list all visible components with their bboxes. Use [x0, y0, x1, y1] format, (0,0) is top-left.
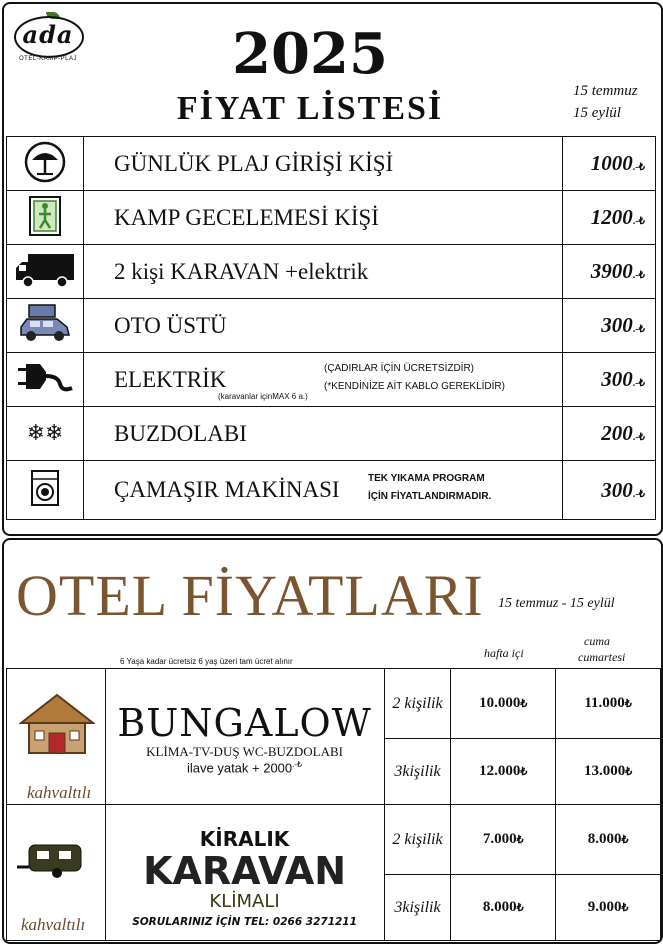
weekday-price [451, 805, 556, 875]
karavan-kahvalti: kahvaltılı [21, 915, 86, 934]
row-label [84, 461, 563, 520]
weekend-price [556, 739, 661, 805]
currency: .-₺ [632, 216, 645, 227]
weekend-price [556, 805, 661, 875]
weekday-price [451, 875, 556, 941]
currency: ₺ [625, 766, 633, 778]
price-value: 9.000 [587, 899, 622, 915]
table-row [7, 805, 661, 875]
car-roof-tent-icon [7, 299, 84, 353]
bungalow-name: BUNGALOW [117, 700, 372, 745]
elektrik-note-1: (ÇADIRLAR İÇİN ÜCRETSİZDİR) [324, 363, 475, 374]
row-label: KAMP GECELEMESİ KİŞİ [84, 191, 563, 245]
price-value: 200 [601, 421, 633, 445]
weekend-price [556, 669, 661, 739]
weekend-header-2: cumartesi [578, 650, 626, 664]
camasir-note-2: İÇİN FİYATLANDIRMADIR. [368, 491, 492, 502]
price-value: 8.000 [587, 831, 622, 847]
contact-line: SORULARINIZ İÇİN TEL: 0266 3271211 [132, 916, 357, 928]
karavan-line-1: KİRALIK [199, 827, 290, 851]
camasir-note-1: TEK YIKAMA PROGRAM [368, 473, 485, 484]
price-value: 1000 [590, 151, 633, 175]
currency: .-₺ [632, 488, 645, 500]
row-label: GÜNLÜK PLAJ GİRİŞİ KİŞİ [84, 137, 563, 191]
row-price [563, 353, 656, 407]
currency: .-₺ [632, 432, 645, 443]
bungalow-info [105, 669, 384, 805]
hotel-price-table [6, 668, 661, 941]
table-row [7, 407, 656, 461]
karavan-line-3: KLİMALI [209, 891, 280, 912]
year-heading: 2025 [232, 21, 388, 87]
currency: ₺ [621, 902, 629, 914]
row-price [563, 245, 656, 299]
persons: 3kişilik [384, 739, 451, 805]
elektrik-small-note: (karavanlar içinMAX 6 a.) [218, 392, 308, 401]
row-label: BUZDOLABI [84, 407, 563, 461]
price-value: 7.000 [482, 831, 517, 847]
price-value: 10.000 [479, 695, 521, 711]
persons: 2 kişilik [384, 669, 451, 739]
snowflake-icon: ❄❄ [7, 407, 84, 461]
row-price [563, 191, 656, 245]
currency: .-₺ [632, 324, 645, 335]
currency: .-₺ [632, 270, 645, 281]
weekend-price [556, 875, 661, 941]
season-start: 15 temmuz [573, 83, 638, 99]
price-value: 13.000 [583, 763, 626, 779]
table-row [7, 461, 656, 520]
price-value: 300 [601, 477, 633, 502]
price-value: 3900 [590, 259, 633, 283]
row-price [563, 137, 656, 191]
price-value: 12.000 [479, 763, 521, 779]
row-price [563, 299, 656, 353]
season-end: 15 eylül [573, 105, 621, 121]
season-dates [573, 80, 653, 124]
table-row [7, 137, 656, 191]
logo-subtitle: OTEL-KAMP-PLAJ [18, 56, 77, 62]
table-row [7, 191, 656, 245]
bungalow-house-icon [19, 693, 95, 757]
table-row [7, 669, 661, 739]
weekend-header-1: cuma [584, 634, 610, 648]
persons: 2 kişilik [384, 805, 451, 875]
currency: ₺ [624, 698, 632, 710]
logo-text: ada [22, 20, 74, 49]
price-value: 300 [601, 313, 633, 337]
otel-dates: 15 temmuz - 15 eylül [498, 596, 615, 611]
currency: .-₺ [632, 162, 645, 173]
price-value: 1200 [590, 205, 633, 229]
row-label: 2 kişi KARAVAN +elektrik [84, 245, 563, 299]
bungalow-features: KLİMA-TV-DUŞ WC-BUZDOLABI [146, 743, 343, 759]
electric-plug-icon [7, 353, 84, 407]
bungalow-image-cell [7, 669, 106, 805]
extra-bed-text: ilave yatak + 2000 [186, 760, 293, 776]
price-value: 8.000 [482, 899, 517, 915]
currency: ₺ [516, 834, 524, 846]
caravan-truck-icon [7, 245, 84, 299]
currency: ₺ [621, 834, 629, 846]
child-note: 6 Yaşa kadar ücretsiz 6 yaş üzeri tam ücret alınır [120, 657, 293, 666]
price-list-title: FİYAT LİSTESİ [176, 90, 444, 127]
karavan-image-cell [7, 805, 106, 941]
row-price [563, 461, 656, 520]
table-row [7, 353, 656, 407]
price-value: 11.000 [584, 695, 625, 711]
camp-price-table [6, 136, 656, 520]
weekday-header: hafta içi [484, 646, 524, 660]
weekday-price [451, 669, 556, 739]
karavan-info [105, 805, 384, 941]
karavan-line-2: KARAVAN [143, 849, 347, 893]
currency: .-₺ [632, 378, 645, 389]
bungalow-kahvalti: kahvaltılı [27, 783, 92, 802]
elektrik-note-2: (*KENDİNİZE AİT KABLO GEREKLİDİR) [324, 381, 505, 392]
otel-title: OTEL FİYATLARI [16, 563, 484, 628]
caravan-trailer-icon [17, 841, 87, 881]
currency: ₺ [516, 902, 524, 914]
camper-person-icon [7, 191, 84, 245]
beach-umbrella-icon [7, 137, 84, 191]
camasir-label: ÇAMAŞIR MAKİNASI [114, 477, 340, 502]
row-price [563, 407, 656, 461]
row-label: OTO ÜSTÜ [84, 299, 563, 353]
bungalow-extra-bed [106, 760, 384, 775]
persons: 3kişilik [384, 875, 451, 941]
elektrik-label: ELEKTRİK [114, 366, 227, 392]
currency: ₺ [520, 766, 528, 778]
extra-bed-unit: .-₺ [292, 759, 303, 769]
row-label [84, 353, 563, 407]
table-row [7, 299, 656, 353]
price-value: 300 [601, 367, 633, 391]
table-row [7, 245, 656, 299]
weekday-price [451, 739, 556, 805]
washing-machine-icon [7, 461, 84, 520]
currency: ₺ [520, 698, 528, 710]
